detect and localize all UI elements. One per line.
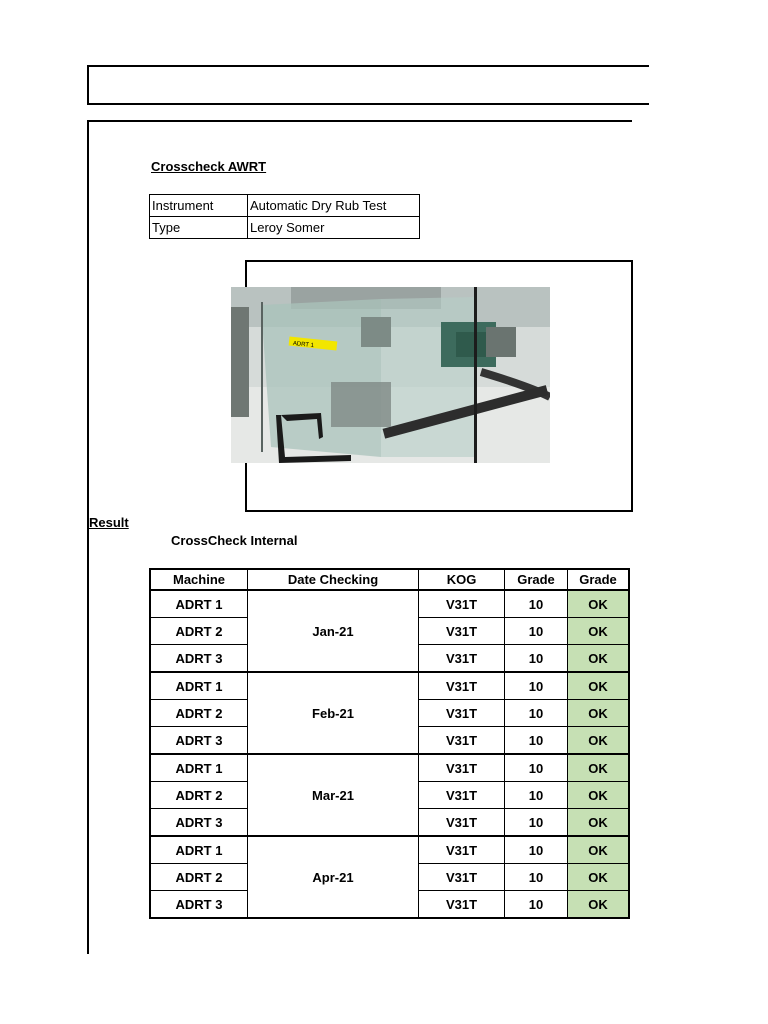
- kog-cell: V31T: [419, 645, 505, 673]
- result-cell: OK: [568, 891, 630, 919]
- date-cell: Mar-21: [248, 754, 419, 836]
- header-box: [87, 65, 649, 105]
- machine-cell: ADRT 1: [150, 672, 248, 700]
- table-row: [150, 672, 629, 700]
- machine-cell: ADRT 3: [150, 727, 248, 755]
- grade-cell: 10: [505, 891, 568, 919]
- grade-cell: 10: [505, 754, 568, 782]
- instrument-info-table: [149, 194, 420, 239]
- result-cell: OK: [568, 727, 630, 755]
- grade-cell: 10: [505, 809, 568, 837]
- result-cell: OK: [568, 672, 630, 700]
- grade-cell: 10: [505, 727, 568, 755]
- grade-cell: 10: [505, 700, 568, 727]
- kog-cell: V31T: [419, 618, 505, 645]
- info-key: Type: [150, 217, 248, 239]
- info-key: Instrument: [150, 195, 248, 217]
- grade-cell: 10: [505, 672, 568, 700]
- photo-label: ADRT 1: [292, 340, 315, 350]
- result-cell: OK: [568, 590, 630, 618]
- machine-cell: ADRT 2: [150, 700, 248, 727]
- result-cell: OK: [568, 782, 630, 809]
- result-cell: OK: [568, 864, 630, 891]
- col-header-kog: KOG: [419, 569, 505, 590]
- grade-cell: 10: [505, 645, 568, 673]
- result-cell: OK: [568, 754, 630, 782]
- table-row: [150, 836, 629, 864]
- kog-cell: V31T: [419, 727, 505, 755]
- date-cell: Feb-21: [248, 672, 419, 754]
- result-cell: OK: [568, 836, 630, 864]
- date-cell: Jan-21: [248, 590, 419, 672]
- kog-cell: V31T: [419, 590, 505, 618]
- date-cell: Apr-21: [248, 836, 419, 918]
- result-cell: OK: [568, 645, 630, 673]
- col-header-machine: Machine: [150, 569, 248, 590]
- kog-cell: V31T: [419, 891, 505, 919]
- machine-cell: ADRT 1: [150, 590, 248, 618]
- machine-cell: ADRT 2: [150, 618, 248, 645]
- result-cell: OK: [568, 618, 630, 645]
- kog-cell: V31T: [419, 672, 505, 700]
- result-heading: Result: [89, 515, 129, 530]
- machine-photo: [231, 287, 550, 463]
- machine-cell: ADRT 1: [150, 754, 248, 782]
- kog-cell: V31T: [419, 836, 505, 864]
- col-header-grade: Grade: [505, 569, 568, 590]
- grade-cell: 10: [505, 836, 568, 864]
- result-cell: OK: [568, 700, 630, 727]
- result-cell: OK: [568, 809, 630, 837]
- kog-cell: V31T: [419, 864, 505, 891]
- grade-cell: 10: [505, 782, 568, 809]
- machine-cell: ADRT 3: [150, 809, 248, 837]
- document-title: Crosscheck AWRT: [151, 159, 267, 174]
- machine-cell: ADRT 3: [150, 891, 248, 919]
- table-row: [150, 590, 629, 618]
- grade-cell: 10: [505, 618, 568, 645]
- grade-cell: 10: [505, 590, 568, 618]
- table-header-row: [150, 569, 629, 590]
- content-frame-left-border: [87, 120, 89, 954]
- crosscheck-subtitle: CrossCheck Internal: [171, 533, 298, 548]
- col-header-grade-result: Grade: [568, 569, 630, 590]
- machine-cell: ADRT 3: [150, 645, 248, 673]
- info-value: Automatic Dry Rub Test: [248, 195, 420, 217]
- machine-cell: ADRT 2: [150, 782, 248, 809]
- grade-cell: 10: [505, 864, 568, 891]
- info-row-instrument: [150, 195, 420, 217]
- content-frame-top-border: [87, 120, 632, 122]
- kog-cell: V31T: [419, 700, 505, 727]
- crosscheck-results-table: [149, 568, 630, 919]
- info-value: Leroy Somer: [248, 217, 420, 239]
- kog-cell: V31T: [419, 782, 505, 809]
- table-row: [150, 754, 629, 782]
- machine-cell: ADRT 2: [150, 864, 248, 891]
- kog-cell: V31T: [419, 809, 505, 837]
- col-header-date: Date Checking: [248, 569, 419, 590]
- machine-cell: ADRT 1: [150, 836, 248, 864]
- info-row-type: [150, 217, 420, 239]
- kog-cell: V31T: [419, 754, 505, 782]
